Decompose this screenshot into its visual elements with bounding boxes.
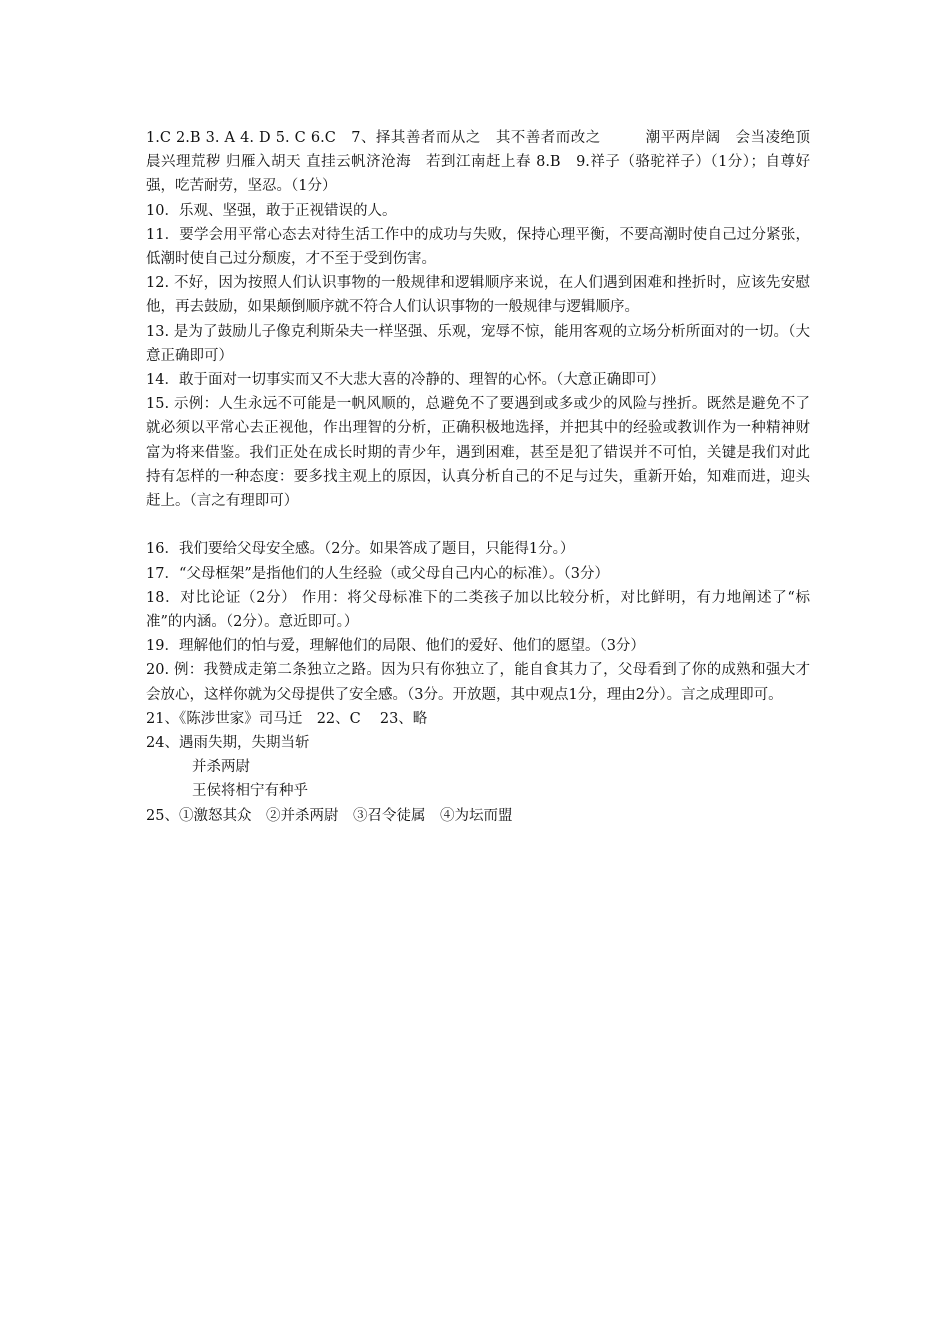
- answer-21-23: 21、《陈涉世家》司马迁 22、C 23、略: [146, 710, 428, 727]
- answer-12: 12. 不好，因为按照人们认识事物的一般规律和逻辑顺序来说，在人们遇到困难和挫折时，应该先安慰他，再去鼓励，如果颠倒顺序就不符合人们认识事物的一般规律与逻辑顺序。: [146, 275, 810, 316]
- answer-24: 24、遇雨失期，失期当斩: [146, 735, 310, 752]
- answer-11: 11．要学会用平常心态去对待生活工作中的成功与失败，保持心理平衡，不要高潮时使自己过分紧张，低潮时使自己过分颓废，才不至于受到伤害。: [146, 226, 810, 268]
- answer-13: 13. 是为了鼓励儿子像克利斯朵夫一样坚强、乐观，宠辱不惊，能用客观的立场分析所面对的一切。（大意正确即可）: [146, 323, 810, 364]
- answer-17: 17．“父母框架”是指他们的人生经验（或父母自己内心的标准）。（3分）: [146, 565, 609, 582]
- answer-24-line-2: 并杀两尉: [192, 759, 250, 776]
- answer-14: 14．敢于面对一切事实而又不大悲大喜的冷静的、理智的心怀。（大意正确即可）: [146, 372, 665, 389]
- answer-15: 15. 示例：人生永远不可能是一帆风顺的，总避免不了要遇到或多或少的风险与挫折。既然是避免不了就必须以平常心去正视他，作出理智的分析，正确积极地选择，并把其中的经验或教训作为一种精神财富为将来借鉴。我们正处在成长时期的青少年，遇到困难，甚至是犯了错误并不可怕，关键是我们对此持有怎样的一种态度：要多找主观上的原因，认真分析自己的不足与过失，重新开始，知难而进，迎头赶上。（言之有理即可）: [146, 396, 810, 510]
- blank-line: [146, 513, 810, 537]
- answer-16: 16．我们要给父母安全感。（2分。如果答成了题目，只能得1分。）: [146, 541, 575, 558]
- answer-18: 18．对比论证（2分） 作用：将父母标准下的二类孩子加以比较分析，对比鲜明，有力地阐述了“标准”的内涵。（2分）。意近即可。）: [146, 589, 810, 631]
- answer-1-9: 1.C 2.B 3. A 4. D 5. C 6.C 7、择其善者而从之 其不善者而改之 潮平两岸阔 会当凌绝顶 晨兴理荒秽 归雁入胡天 直挂云帆济沧海 若到江南赶上春 8.B 9.祥子（骆驼祥子）（1分）；自尊好强，吃苦耐劳，坚忍。（1分）: [146, 130, 825, 195]
- answer-20: 20. 例：我赞成走第二条独立之路。因为只有你独立了，能自食其力了，父母看到了你的成熟和强大才会放心，这样你就为父母提供了安全感。（3分。开放题，其中观点1分，理由2分）。言之成理即可。: [146, 662, 810, 703]
- answer-sheet: [146, 126, 825, 828]
- answer-24-line-3: 王侯将相宁有种乎: [192, 783, 308, 800]
- answer-25: 25、①激怒其众 ②并杀两尉 ③召令徒属 ④为坛而盟: [146, 807, 513, 824]
- answer-10: 10．乐观、坚强，敢于正视错误的人。: [146, 202, 397, 219]
- answer-19: 19．理解他们的怕与爱，理解他们的局限、他们的爱好、他们的愿望。（3分）: [146, 638, 645, 655]
